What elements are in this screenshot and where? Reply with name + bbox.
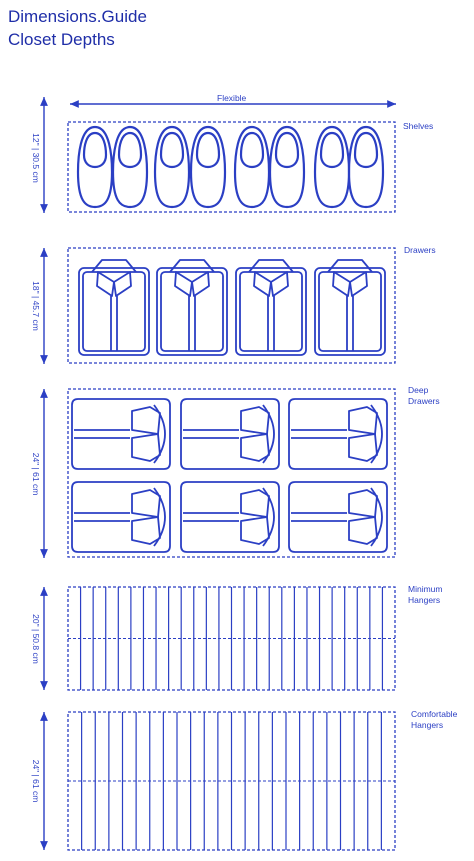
sideways-shirt-1 (72, 399, 170, 469)
shirt-collar-top (241, 490, 269, 517)
dimension-label-comfortable-hangers: 24" | 61 cm (31, 759, 41, 803)
page-title: Closet Depths (8, 30, 115, 49)
shoe-group (78, 127, 383, 207)
shoe-opening (197, 133, 219, 167)
sideways-shirt-4 (72, 482, 170, 552)
sideways-shirt-group (72, 399, 387, 552)
shirt-collar-bottom (349, 517, 377, 544)
folded-shirt-group (79, 260, 385, 355)
shoe-opening (241, 133, 263, 167)
shirt-collar (175, 272, 209, 296)
shirt-neck (92, 260, 136, 272)
shirt-collar (97, 272, 131, 296)
shoe-opening (119, 133, 141, 167)
shoe-2 (113, 127, 147, 207)
shirt-collar-bottom (241, 517, 269, 544)
shirt-collar-top (349, 490, 377, 517)
shirt-neck (249, 260, 293, 272)
brand-title: Dimensions.Guide (8, 7, 147, 26)
section-label-deep-drawers: Deep Drawers (408, 385, 440, 406)
sideways-shirt-6 (289, 482, 387, 552)
dimension-label-minimum-hangers: 20" | 50.8 cm (31, 614, 41, 664)
shirt-collar-top (349, 407, 377, 434)
section-label-shelves: Shelves (403, 121, 434, 131)
folded-shirt-2 (157, 260, 227, 355)
shoe-6 (270, 127, 304, 207)
shoe-4 (191, 127, 225, 207)
shirt-collar (333, 272, 367, 296)
shirt-collar-top (132, 490, 160, 517)
folded-shirt-1 (79, 260, 149, 355)
dimension-label-deep-drawers: 24" | 61 cm (31, 452, 41, 496)
hanger-lines-group (68, 587, 395, 850)
shirt-collar-top (241, 407, 269, 434)
dimension-label-shelves: 12" | 30.5 cm (31, 133, 41, 183)
shoe-5 (235, 127, 269, 207)
shoe-opening (161, 133, 183, 167)
sideways-shirt-3 (289, 399, 387, 469)
folded-shirt-4 (315, 260, 385, 355)
deep-drawers-box (68, 389, 395, 557)
shirt-collar (254, 272, 288, 296)
shirt-neck (170, 260, 214, 272)
shoe-7 (315, 127, 349, 207)
shirt-collar-bottom (349, 434, 377, 461)
folded-shirt-3 (236, 260, 306, 355)
width-label: Flexible (217, 93, 247, 103)
section-label-minimum-hangers: Minimum Hangers (408, 584, 443, 605)
shoe-opening (276, 133, 298, 167)
shoe-opening (84, 133, 106, 167)
section-label-comfortable-hangers: Comfortable Hangers (411, 709, 458, 730)
shoe-3 (155, 127, 189, 207)
shoe-8 (349, 127, 383, 207)
dimension-label-drawers: 18" | 45.7 cm (31, 281, 41, 331)
shirt-collar-bottom (132, 517, 160, 544)
shirt-neck (328, 260, 372, 272)
shoe-opening (321, 133, 343, 167)
shoe-1 (78, 127, 112, 207)
sideways-shirt-5 (181, 482, 279, 552)
shirt-collar-bottom (241, 434, 269, 461)
shirt-collar-bottom (132, 434, 160, 461)
shirt-collar-top (132, 407, 160, 434)
section-label-drawers: Drawers (404, 245, 436, 255)
sideways-shirt-2 (181, 399, 279, 469)
shoe-opening (355, 133, 377, 167)
